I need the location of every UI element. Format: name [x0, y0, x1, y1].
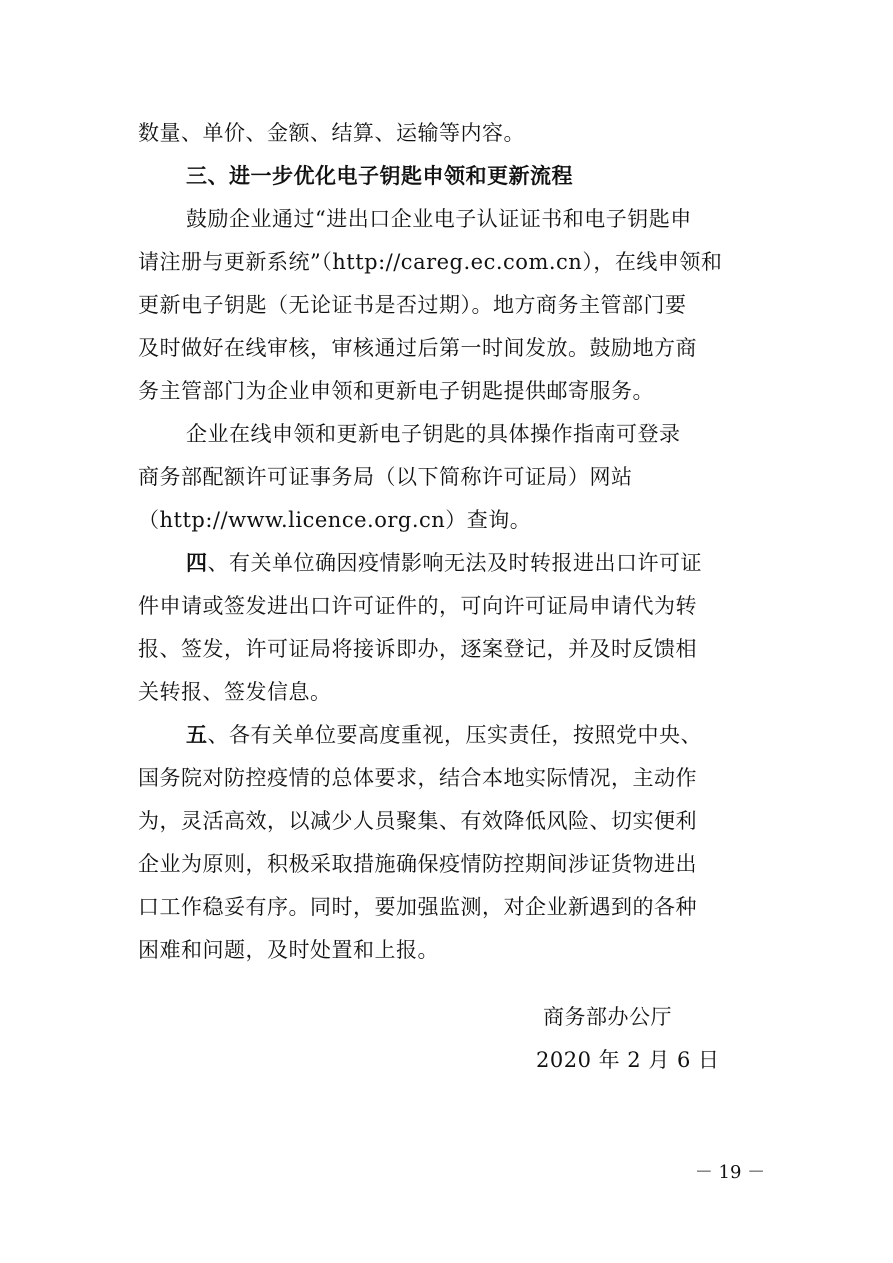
body-line: 关转报、签发信息。 [138, 680, 332, 704]
body-line: 商务部配额许可证事务局（以下简称许可证局）网站 [138, 465, 633, 489]
body-text: 、有关单位确因疫情影响无法及时转报进出口许可证 [207, 551, 702, 575]
body-line: 企业为原则，积极采取措施确保疫情防控期间涉证货物进出 [138, 852, 697, 876]
section-heading-3: 三、进一步优化电子钥匙申领和更新流程 [186, 163, 573, 188]
paragraph-four-first-line [186, 543, 758, 583]
body-line: 口工作稳妥有序。同时，要加强监测，对企业新遇到的各种 [138, 895, 697, 919]
body-line: 困难和问题，及时处置和上报。 [138, 938, 439, 962]
body-line: 数量、单价、金额、结算、运输等内容。 [138, 121, 525, 145]
paragraph-five-first-line [186, 715, 758, 755]
body-line: 报、签发，许可证局将接诉即办，逐案登记，并及时反馈相 [138, 637, 697, 661]
body-line: 更新电子钥匙（无论证书是否过期）。地方商务主管部门要 [138, 293, 687, 317]
body-line: 及时做好在线审核，审核通过后第一时间发放。鼓励地方商 [138, 336, 697, 360]
body-line: （http://www.licence.org.cn）查询。 [138, 508, 532, 532]
body-line: 企业在线申领和更新电子钥匙的具体操作指南可登录 [186, 422, 681, 446]
body-line: 为，灵活高效，以减少人员聚集、有效降低风险、切实便利 [138, 809, 697, 833]
body-line: 鼓励企业通过“进出口企业电子认证证书和电子钥匙申 [186, 207, 692, 231]
signature-date: 2020 年 2 月 6 日 [536, 1048, 720, 1072]
body-line: 请注册与更新系统”（http://careg.ec.com.cn），在线申领和 [138, 250, 723, 274]
signature-org: 商务部办公厅 [543, 1005, 672, 1029]
body-line: 国务院对防控疫情的总体要求，结合本地实际情况，主动作 [138, 766, 697, 790]
body-line: 务主管部门为企业申领和更新电子钥匙提供邮寄服务。 [138, 379, 654, 403]
section-lead-4: 四 [186, 550, 208, 575]
page-number: － 19 － [694, 1162, 766, 1183]
section-lead-5: 五 [186, 722, 208, 747]
body-text: 、各有关单位要高度重视，压实责任，按照党中央、 [207, 723, 702, 747]
body-line: 件申请或签发进出口许可证件的，可向许可证局申请代为转 [138, 594, 697, 618]
